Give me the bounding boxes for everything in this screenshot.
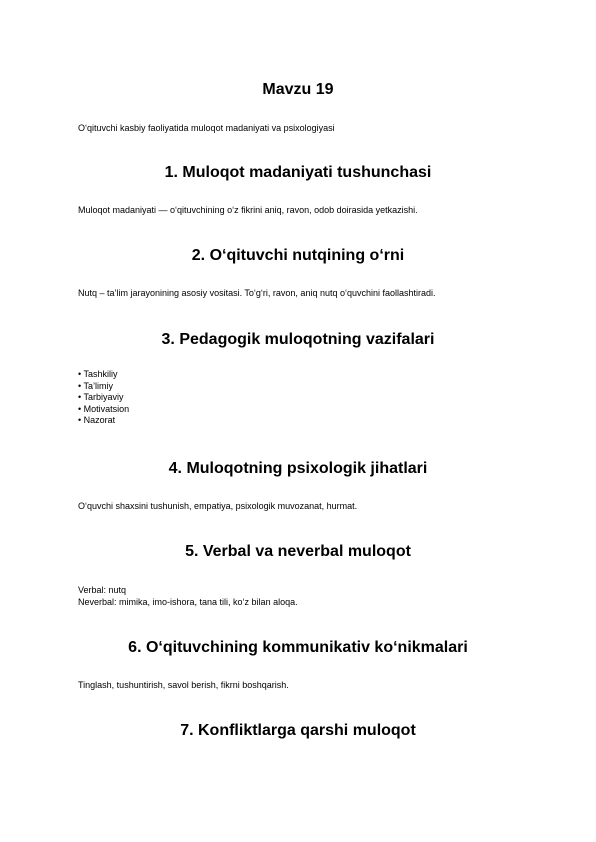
list-item: • Ta’limiy: [78, 380, 113, 391]
list-item: • Nazorat: [78, 415, 116, 426]
section-6-heading: 6. O‘qituvchining kommunikativ ko‘nikmalari: [128, 639, 468, 656]
section-5-line-2: Neverbal: mimika, imo-ishora, tana tili, ko‘z bilan aloqa.: [78, 597, 298, 607]
section-5-heading: 5. Verbal va neverbal muloqot: [185, 543, 411, 560]
section-6-text: Tinglash, tushuntirish, savol berish, fikrni boshqarish.: [78, 680, 289, 690]
section-1-heading: 1. Muloqot madaniyati tushunchasi: [164, 164, 432, 181]
section-4-heading: 4. Muloqotning psixologik jihatlari: [168, 460, 428, 477]
section-3-heading: 3. Pedagogik muloqotning vazifalari: [161, 331, 435, 348]
document-subtitle: O‘qituvchi kasbiy faoliyatida muloqot madaniyati va psixologiyasi: [78, 123, 335, 133]
section-1-text: Muloqot madaniyati — o‘qituvchining o‘z fikrini aniq, ravon, odob doirasida yetkazishi.: [78, 205, 418, 215]
document-title: Mavzu 19: [262, 81, 334, 98]
section-7-heading: 7. Konfliktlarga qarshi muloqot: [180, 722, 416, 739]
list-item: • Tashkiliy: [78, 369, 118, 379]
section-3-list: [78, 369, 129, 427]
section-4-text: O‘quvchi shaxsini tushunish, empatiya, psixologik muvozanat, hurmat.: [78, 501, 358, 511]
section-5-line-1: Verbal: nutq: [78, 585, 127, 595]
list-item: • Tarbiyaviy: [78, 392, 124, 403]
section-2-text: Nutq – ta’lim jarayonining asosiy vositasi. To‘g‘ri, ravon, aniq nutq o‘quvchini faollashtiradi.: [78, 288, 436, 298]
section-2-heading: 2. O‘qituvchi nutqining o‘rni: [191, 247, 405, 264]
list-item: • Motivatsion: [78, 403, 130, 414]
